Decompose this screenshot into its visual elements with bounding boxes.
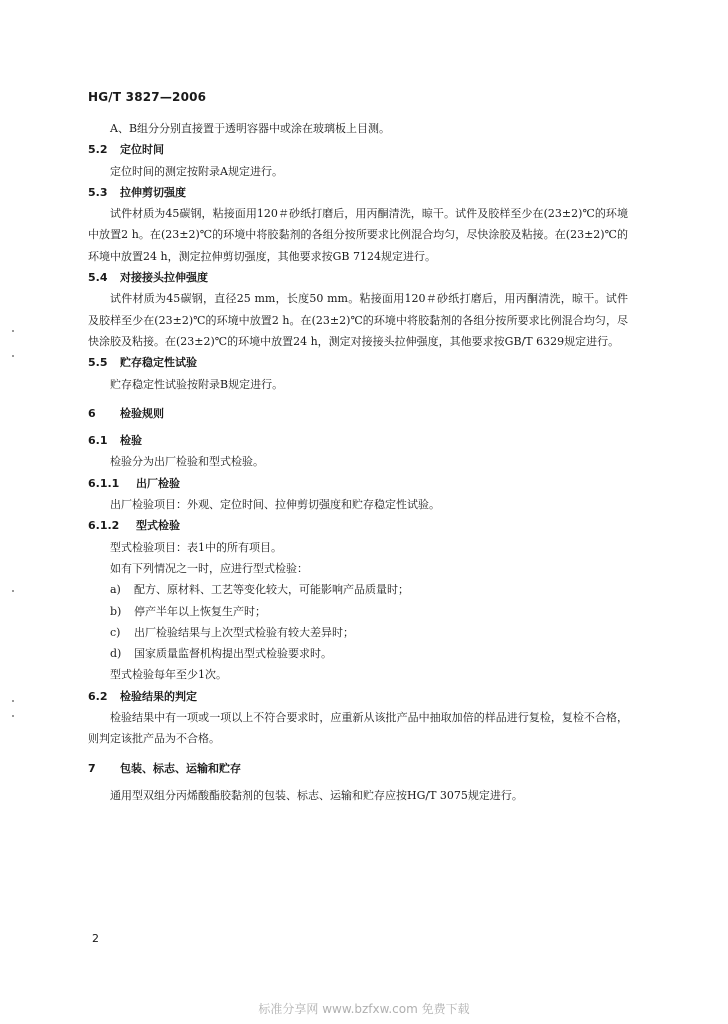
list-marker: b) (110, 604, 122, 618)
section-heading (88, 182, 628, 203)
section-number: 6.1.2 (88, 519, 120, 533)
document-body (88, 118, 628, 806)
section-number: 6.2 (88, 689, 108, 703)
paragraph: 检验分为出厂检验和型式检验。 (110, 455, 264, 469)
list-marker: d) (110, 647, 122, 661)
paragraph: A、B组分分别直接置于透明容器中或涂在玻璃板上目测。 (110, 122, 391, 135)
list-marker: a) (110, 583, 121, 597)
section-title: 贮存稳定性试验 (120, 356, 197, 370)
section-number: 6.1.1 (88, 476, 120, 490)
section-title: 对接接头拉伸强度 (120, 271, 208, 285)
list-item (88, 579, 628, 600)
chapter-heading (88, 403, 628, 424)
paragraph: 定位时间的测定按附录A规定进行。 (110, 164, 283, 178)
section-number: 5.3 (88, 185, 108, 199)
list-item (88, 622, 628, 643)
page-number: 2 (92, 932, 99, 945)
paragraph: 贮存稳定性试验按附录B规定进行。 (110, 377, 284, 391)
section-title: 包装、标志、运输和贮存 (120, 761, 241, 775)
section-title: 检验结果的判定 (120, 689, 197, 703)
section-heading (88, 267, 628, 288)
paragraph: 检验结果中有一项或一项以上不符合要求时，应重新从该批产品中抽取加倍的样品进行复检，复检不合格，则判定该批产品为不合格。 (88, 711, 628, 746)
section-number: 7 (88, 761, 96, 775)
paragraph: 型式检验项目：表1中的所有项目。 (110, 540, 282, 554)
paragraph: 型式检验每年至少1次。 (110, 668, 227, 682)
paragraph: 试件材质为45碳钢，直径25 mm，长度50 mm。粘接面用120＃砂纸打磨后，用丙酮清洗，晾干。试件及胶样至少在(23±2)℃的环境中放置2 h。在(23±2)℃的环境中将胶黏剂的各组分按所要求比例混合均匀，尽快涂胶及粘接。在(23±2)℃的环境中放置24 h，测定对接接头拉伸强度，其他要求按GB/T 6329规定进行。 (88, 292, 628, 348)
paragraph: 通用型双组分丙烯酸酯胶黏剂的包装、标志、运输和贮存应按HG/T 3075规定进行。 (110, 788, 523, 802)
list-text: 配方、原材料、工艺等变化较大，可能影响产品质量时； (134, 583, 409, 597)
list-text: 出厂检验结果与上次型式检验有较大差异时； (134, 625, 354, 639)
section-title: 检验规则 (120, 406, 164, 420)
section-number: 6.1 (88, 434, 108, 448)
paragraph: 试件材质为45碳钢，粘接面用120＃砂纸打磨后，用丙酮清洗，晾干。试件及胶样至少在(23±2)℃的环境中放置2 h。在(23±2)℃的环境中将胶黏剂的各组分按所要求比例混合均匀，尽快涂胶及粘接。在(23±2)℃的环境中放置24 h，测定拉伸剪切强度，其他要求按GB 7124规定进行。 (88, 207, 628, 263)
list-item (88, 643, 628, 664)
section-number: 5.4 (88, 271, 108, 285)
section-heading (88, 430, 628, 451)
list-text: 国家质量监督机构提出型式检验要求时。 (134, 647, 332, 661)
list-item (88, 601, 628, 622)
section-number: 5.2 (88, 143, 108, 157)
section-heading (88, 473, 628, 494)
paragraph: 如有下列情况之一时，应进行型式检验： (110, 561, 308, 575)
section-title: 检验 (120, 434, 142, 448)
section-heading (88, 352, 628, 373)
section-number: 5.5 (88, 356, 108, 370)
section-heading (88, 139, 628, 160)
section-title: 拉伸剪切强度 (120, 185, 186, 199)
standard-code-header: HG/T 3827—2006 (88, 90, 207, 104)
section-title: 定位时间 (120, 143, 164, 157)
section-title: 出厂检验 (136, 476, 180, 490)
section-heading (88, 686, 628, 707)
chapter-heading (88, 758, 628, 779)
list-text: 停产半年以上恢复生产时； (134, 604, 266, 618)
section-title: 型式检验 (136, 519, 180, 533)
section-number: 6 (88, 406, 96, 420)
site-watermark: 标准分享网 www.bzfxw.com 免费下载 (258, 1002, 470, 1016)
paragraph: 出厂检验项目：外观、定位时间、拉伸剪切强度和贮存稳定性试验。 (110, 498, 440, 512)
binding-margin-marks (12, 0, 16, 1024)
list-marker: c) (110, 625, 121, 639)
section-heading (88, 515, 628, 536)
